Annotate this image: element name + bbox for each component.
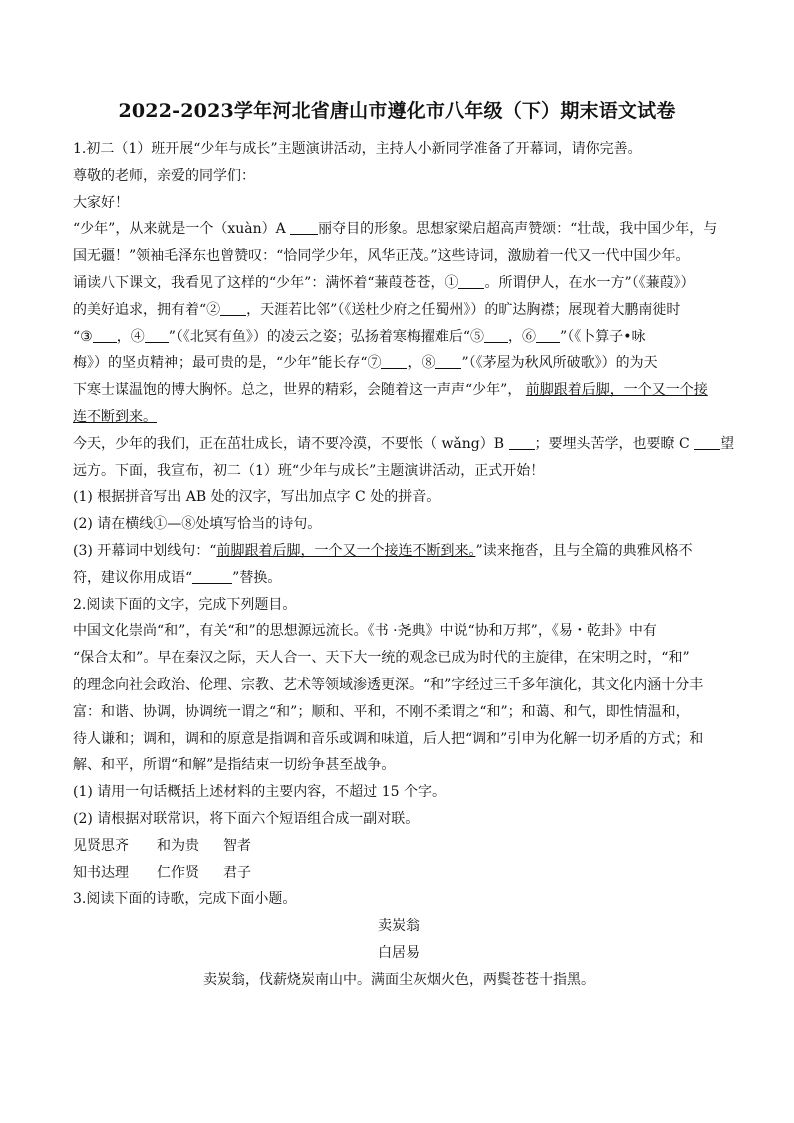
q1-paragraph-line — [73, 297, 725, 324]
q1-text: 的美好追求，拥有着“② — [73, 301, 221, 318]
q1-text: 符，建议你用成语“ — [73, 569, 193, 586]
q1-text: ”（《茅屋为秋风所破歌》）的为天 — [461, 355, 658, 372]
q2-intro: 2.阅读下面的文字，完成下列题目。 — [73, 596, 297, 613]
q1-text: ”（《卜算子•咏 — [560, 328, 646, 345]
q1-paragraph-line — [73, 270, 725, 297]
phrase: 和为贵 — [157, 837, 199, 854]
blank-5[interactable] — [484, 328, 508, 343]
blank-2[interactable] — [220, 301, 246, 316]
q1-paragraph-line: 国无疆！”领袖毛泽东也曾赞叹：“恰同学少年，风华正茂。”这些诗词，激励着一代又一代中国少年。 — [73, 248, 690, 265]
q1-text: ；要埋头苦学，也要瞭 C — [534, 435, 695, 452]
q2-passage-line: 待人谦和；调和，调和的原意是指调和音乐或调和味道，后人把“调和”引申为化解一切矛盾的方式；和 — [73, 730, 704, 747]
blank-b[interactable] — [509, 435, 535, 450]
blank-a[interactable] — [290, 220, 318, 235]
poem-author: 白居易 — [378, 944, 420, 961]
q2-passage-line: 的理念向社会政治、伦理、宗教、艺术等领域渗透更深。“和”字经过三千多年演化，其文化内涵十分丰 — [73, 676, 704, 693]
q1-paragraph-line — [73, 431, 735, 458]
idiom-blank[interactable] — [192, 569, 232, 584]
q2-subquestion-1: (1) 请用一句话概括上述材料的主要内容，不超过 15 个字。 — [73, 784, 446, 801]
blank-6[interactable] — [536, 328, 560, 343]
q1-text: 诵读八下课文，我看见了这样的“少年”：满怀着“蒹葭苍苍，① — [73, 274, 459, 291]
q1-subquestion-1: (1) 根据拼音写出 AB 处的汉字，写出加点字 C 处的拼音。 — [73, 489, 441, 506]
q1-subquestion-2: (2) 请在横线①—⑧处填写恰当的诗句。 — [73, 516, 322, 533]
blank-1[interactable] — [458, 274, 484, 289]
q1-paragraph-line — [73, 324, 725, 351]
q1-text: ”（《北冥有鱼》）的凌云之姿；弘扬着寒梅擢难后“⑤ — [168, 328, 485, 345]
q2-passage-line: 中国文化崇尚“和”，有关“和”的思想源远流长。《书 ·尧典》中说“协和万邦”，《易・乾卦》中有 — [73, 623, 657, 640]
couplet-phrases-row-1 — [73, 833, 725, 860]
q1-text: ，天涯若比邻”（《送杜少府之任蜀州》）的旷达胸襟；展现着大鹏南徙时 — [246, 301, 681, 318]
q1-paragraph-line — [73, 216, 725, 243]
underlined-sentence: 前脚跟着后脚，一个又一个接 — [525, 382, 708, 399]
blank-7[interactable] — [381, 354, 407, 369]
q1-text: (3) 开幕词中划线句：“ — [73, 542, 217, 559]
phrase: 仁作贤 — [157, 864, 199, 881]
blank-4[interactable] — [145, 328, 169, 343]
q1-text: 丽夺目的形象。思想家梁启超高声赞颂：“壮哉，我中国少年，与 — [318, 221, 718, 238]
phrase: 君子 — [223, 864, 251, 881]
blank-3[interactable] — [93, 328, 117, 343]
q1-text: ”替换。 — [232, 569, 282, 586]
underlined-quote: 前脚跟着后脚，一个又一个接连不断到来。 — [216, 542, 476, 559]
q1-greeting-2: 大家好！ — [73, 194, 129, 211]
couplet-phrases-row-2 — [73, 860, 725, 887]
q1-text: “少年”，从来就是一个（xuàn）A — [73, 221, 291, 238]
blank-8[interactable] — [435, 354, 461, 369]
q2-passage-line: “保合太和”。早在秦汉之际，天人合一、天下大一统的观念已成为时代的主旋律，在宋明之时，“和” — [73, 650, 690, 667]
q1-text: 今天，少年的我们，正在茁壮成长，请不要冷漠，不要怅（ wǎng）B — [73, 435, 509, 452]
blank-c[interactable] — [694, 435, 720, 450]
q1-text: ，⑧ — [407, 355, 436, 372]
exam-body — [73, 136, 735, 994]
q1-paragraph-line — [73, 350, 725, 377]
q2-subquestion-2: (2) 请根据对联常识，将下面六个短语组合成一副对联。 — [73, 810, 420, 827]
q1-subquestion-3 — [73, 538, 725, 565]
q1-greeting-1: 尊敬的老师，亲爱的同学们： — [73, 167, 255, 184]
q1-text: ”读来拖沓，且与全篇的典雅风格不 — [475, 542, 693, 559]
q2-passage-line: 富：和谐、协调，协调统一谓之“和”；顺和、平和，不刚不柔谓之“和”；和蔼、和气，即性情温和， — [73, 703, 690, 720]
phrase: 见贤思齐 — [73, 837, 129, 854]
q1-text: 下寒士谋温饱的博大胸怀。总之，世界的精彩，会随着这一声声“少年”， — [73, 382, 522, 399]
q1-text: “③ — [73, 328, 93, 345]
poem-line: 卖炭翁，伐薪烧炭南山中。满面尘灰烟火色，两鬓苍苍十指黑。 — [203, 971, 595, 988]
q1-text: 梅》）的坚贞精神；最可贵的是，“少年”能长存“⑦ — [73, 355, 382, 372]
q1-text: 望 — [720, 435, 735, 452]
q1-text: 。所谓伊人，在水一方”（《蒹葭》） — [484, 274, 695, 291]
page-title: 2022-2023学年河北省唐山市遵化市八年级（下）期末语文试卷 — [118, 100, 676, 122]
phrase: 智者 — [223, 837, 251, 854]
underlined-sentence-end: 连不断到来。 — [73, 408, 157, 425]
q1-subquestion-3-cont — [73, 565, 725, 592]
q3-intro: 3.阅读下面的诗歌，完成下面小题。 — [73, 891, 297, 908]
q1-intro: 1.初二（1）班开展“少年与成长”主题演讲活动，主持人小新同学准备了开幕词，请你完善。 — [73, 141, 642, 157]
q1-paragraph-line — [73, 377, 725, 404]
poem-title: 卖炭翁 — [378, 918, 420, 935]
q1-paragraph-line: 远方。下面，我宣布，初二（1）班“少年与成长”主题演讲活动，正式开始！ — [73, 462, 545, 479]
q2-passage-line: 解、和平，所谓“和解”是指结束一切纷争甚至战争。 — [73, 757, 396, 774]
q1-text: ，④ — [116, 328, 145, 345]
phrase: 知书达理 — [73, 864, 129, 881]
q1-text: ，⑥ — [508, 328, 537, 345]
